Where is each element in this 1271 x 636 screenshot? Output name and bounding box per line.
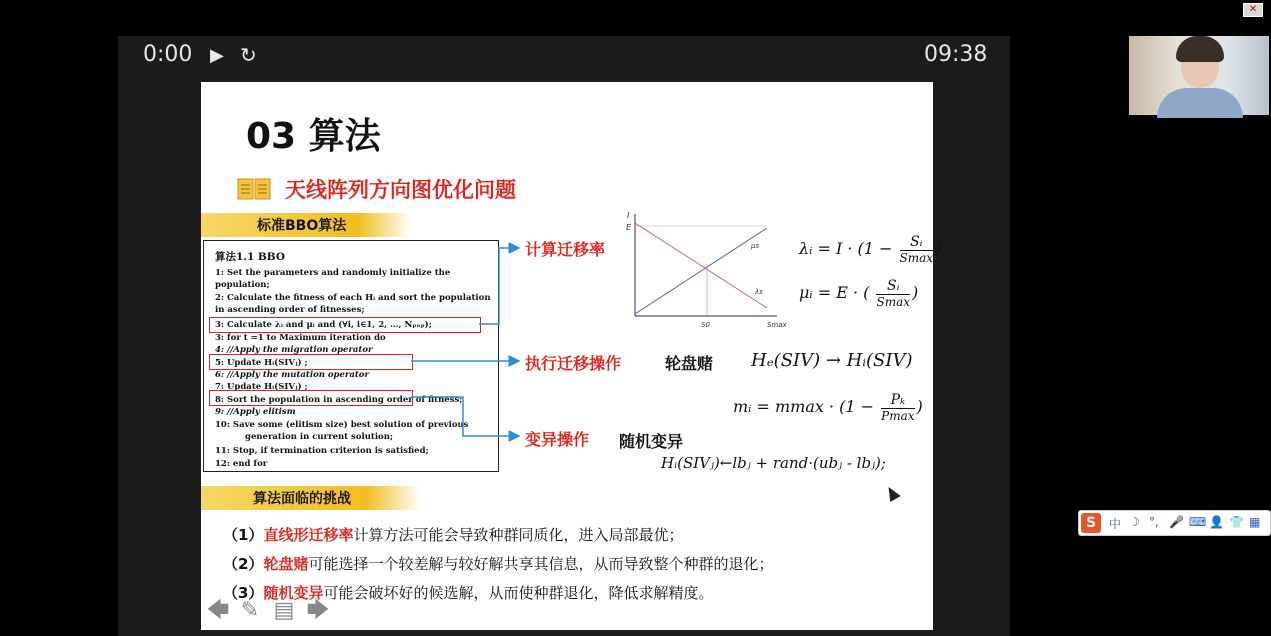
algo-line: generation in current solution; (245, 432, 394, 442)
toolbox-icon[interactable]: ▦ (1249, 515, 1261, 529)
graph-label-s0: S0 (701, 321, 710, 329)
formula-lambda-lhs: λᵢ = I · (1 − (799, 239, 893, 258)
slide-subtitle: 天线阵列方向图优化问题 (285, 178, 516, 202)
graph-label-mu: μs (751, 242, 760, 250)
webcam-feed (1129, 36, 1269, 115)
challenge-item-2 (223, 553, 773, 574)
presenter-body (1157, 88, 1243, 118)
graph-label-lambda: λs (755, 288, 763, 296)
algorithm-header: 算法1.1 BBO (215, 251, 286, 263)
formula-random-mutation: Hᵢ(SIVⱼ)←lbⱼ + rand·(ubⱼ - lbⱼ); (661, 454, 886, 472)
migration-rate-graph (621, 208, 793, 336)
algo-line: 10: Save some (elitism size) best solution of previous (215, 420, 469, 430)
sogou-logo-icon[interactable]: S (1081, 513, 1101, 533)
slide-title: 03 算法 (246, 116, 381, 157)
algo-line: 4: //Apply the migration operator (215, 345, 373, 355)
algo-line: 11: Stop, if termination criterion is satisfied; (215, 446, 429, 456)
formula-mu-den: Smax (876, 295, 910, 309)
play-icon[interactable]: ▶ (210, 45, 224, 66)
graph-axis-e: E (626, 223, 632, 232)
challenge-text: 可能选择一个较差解与较好解共享其信息，从而导致整个种群的退化； (308, 555, 774, 573)
menu-icon[interactable]: ▤ (273, 598, 295, 623)
challenge-highlight: 轮盘赌 (263, 555, 309, 573)
algo-line: in ascending order of fitnesses; (215, 305, 365, 315)
moon-icon[interactable]: ☽ (1129, 515, 1140, 529)
graph-label-smax: Smax (767, 321, 787, 329)
formula-mu: μᵢ = E · ( Sᵢ Smax ) (799, 278, 919, 309)
user-icon[interactable]: 👤 (1209, 515, 1224, 529)
pen-icon[interactable]: ✎ (240, 598, 260, 623)
graph-axis-i: I (627, 211, 630, 220)
challenge-num: （1） (223, 526, 264, 544)
keyboard-icon[interactable]: ⌨ (1189, 515, 1207, 529)
ime-chinese-mode[interactable]: 中 (1109, 517, 1122, 531)
challenge-text: 可能会破坏好的候选解，从而使种群退化，降低求解精度。 (323, 584, 714, 602)
formula-lambda-num: Sᵢ (900, 234, 934, 251)
section-bar-challenges (201, 486, 421, 510)
microphone-icon[interactable]: 🎤 (1169, 515, 1184, 529)
formula-mutation-rate: mᵢ = mmax · (1 − Pₖ Pmax ) (733, 392, 923, 423)
algo-line: 6: //Apply the mutation operator (215, 370, 369, 380)
label-mutation-op: 变异操作 (525, 430, 590, 449)
formula-mu-num: Sᵢ (876, 278, 910, 295)
algo-line: population; (215, 280, 270, 290)
algo-line: 2: Calculate the fitness of each Hᵢ and sort the population (215, 293, 491, 303)
section-title-bbo: 标准BBO算法 (257, 218, 347, 234)
next-arrow-icon[interactable]: 🡆 (306, 598, 330, 623)
algo-line: 5: Update Hᵢ(SIVⱼ) ; (215, 358, 308, 368)
formula-mutation-num: Pₖ (881, 392, 914, 409)
replay-icon[interactable]: ↻ (240, 43, 257, 67)
algo-line: 8: Sort the population in ascending order of fitness; (215, 395, 463, 405)
challenge-num: （3） (223, 584, 264, 602)
duration: 09:38 (924, 42, 988, 67)
algo-line: 9: //Apply elitism (215, 407, 296, 417)
formula-migration: Hₑ(SIV) → Hᵢ(SIV) (751, 350, 913, 371)
skin-icon[interactable]: 👕 (1229, 515, 1244, 529)
label-roulette: 轮盘赌 (665, 354, 714, 373)
challenge-text: 计算方法可能会导致种群同质化，进入局部最优； (353, 526, 684, 544)
algo-line: 3: for t =1 to Maximum iteration do (215, 333, 386, 343)
algo-line: 1: Set the parameters and randomly initialize the (215, 268, 451, 278)
formula-mutation-den: Pmax (881, 409, 915, 423)
formula-lambda-den: Smax (899, 251, 934, 265)
challenge-highlight: 随机变异 (263, 584, 324, 602)
formula-mutation-lhs: mᵢ = mmax · (1 − (733, 397, 875, 416)
challenge-item-1 (223, 524, 683, 545)
label-migration-op: 执行迁移操作 (525, 354, 622, 373)
presenter-hair (1176, 36, 1224, 62)
presentation-slide (201, 82, 942, 630)
label-migration-rate: 计算迁移率 (525, 240, 606, 259)
ime-toolbar (1078, 510, 1271, 536)
challenge-highlight: 直线形迁移率 (263, 526, 354, 544)
punctuation-icon[interactable]: °, (1149, 515, 1159, 529)
algo-line: 12: end for (215, 459, 268, 469)
close-icon[interactable]: ✕ (1243, 3, 1263, 17)
previous-arrow-icon[interactable]: 🡄 (206, 598, 230, 623)
challenge-num: （2） (223, 555, 264, 573)
current-time: 0:00 (143, 42, 193, 67)
algo-line: 7: Update Hᵢ(SIVⱼ) ; (215, 382, 308, 392)
section-title-challenges: 算法面临的挑战 (253, 491, 351, 507)
formula-mu-lhs: μᵢ = E · ( (799, 283, 870, 302)
label-random-mutation: 随机变异 (619, 432, 684, 451)
formula-lambda: λᵢ = I · (1 − Sᵢ Smax ) (799, 234, 942, 265)
algo-line: 3: Calculate λᵢ and μᵢ and (∀i, i∈1, 2, …, Nₚₒₚ); (215, 320, 432, 330)
